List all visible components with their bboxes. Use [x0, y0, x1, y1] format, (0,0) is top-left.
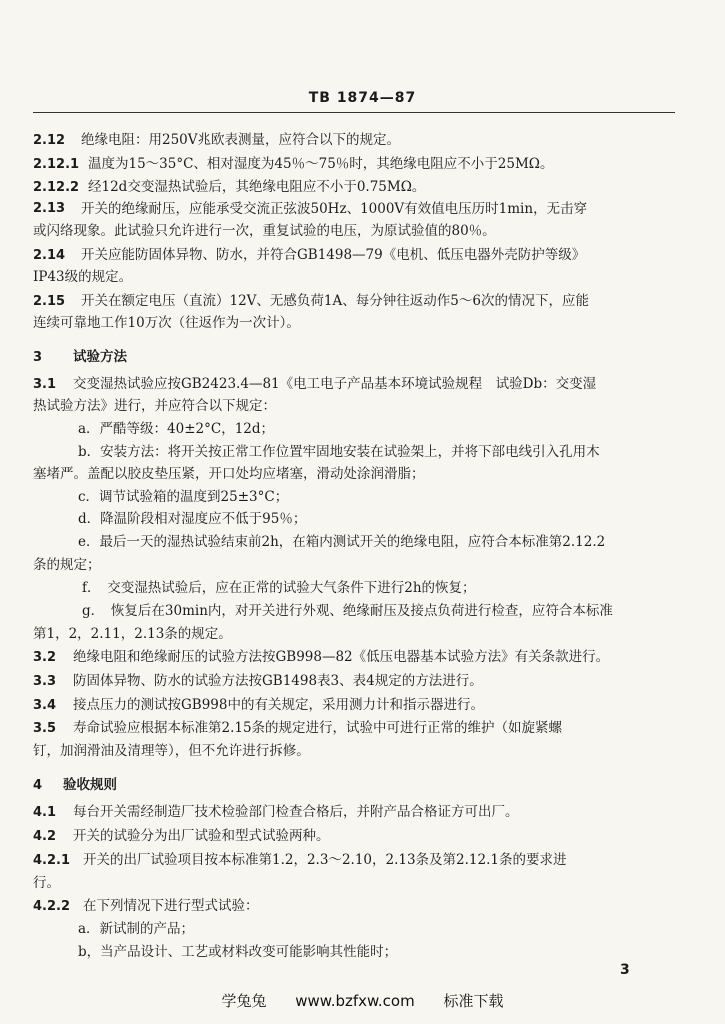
footer-site-name: 学兔兔 [221, 992, 267, 1010]
clause-3-1-cont: 热试验方法》进行，并应符合以下规定： [33, 398, 276, 414]
clause-number: 3.5 [33, 721, 57, 736]
clause-text: 防固体异物、防水的试验方法按GB1498表3、表4规定的方法进行。 [73, 673, 483, 689]
clause-text: 开关应能防固体异物、防水，并符合GB1498—79《电机、低压电器外壳防护等级》 [81, 247, 586, 263]
section-4-heading [33, 776, 117, 795]
clause-4-1 [33, 803, 519, 822]
clause-text: 在下列情况下进行型式试验： [83, 898, 259, 914]
clause-text: 开关的试验分为出厂试验和型式试验两种。 [73, 828, 330, 844]
clause-number: 3.3 [33, 674, 57, 689]
clause-number: 2.14 [33, 248, 66, 263]
clause-text: 绝缘电阻：用250V兆欧表测量，应符合以下的规定。 [81, 132, 401, 148]
clause-text: 接点压力的测试按GB998中的有关规定，采用测力计和指示器进行。 [73, 697, 484, 713]
item-4-2-2-a: a．新试制的产品； [78, 921, 195, 937]
clause-number: 2.12.1 [33, 157, 80, 172]
clause-2-12 [33, 131, 400, 150]
clause-4-2-1-cont: 行。 [33, 875, 60, 891]
clause-text: 开关的出厂试验项目按本标准第1.2，2.3～2.10，2.13条及第2.12.1条的要求进 [83, 852, 567, 868]
clause-3-3 [33, 672, 483, 691]
clause-text: 温度为15～35°C、相对湿度为45％～75％时，其绝缘电阻应不小于25MΩ。 [88, 156, 554, 172]
clause-2-13-cont: 或闪络现象。此试验只允许进行一次，重复试验的电压，为原试验值的80％。 [33, 223, 496, 239]
clause-text: 每台开关需经制造厂技术检验部门检查合格后，并附产品合格证方可出厂。 [73, 804, 519, 820]
footer-url[interactable]: www.bzfxw.com [295, 992, 415, 1010]
clause-text: 绝缘电阻和绝缘耐压的试验方法按GB998—82《低压电器基本试验方法》有关条款进行。 [73, 649, 610, 665]
clause-4-2-2 [33, 897, 259, 916]
clause-number: 4.2 [33, 829, 57, 844]
clause-number: 4.1 [33, 805, 57, 820]
clause-number: 2.13 [33, 201, 66, 216]
header-rule [33, 112, 675, 113]
page-header: TB 1874—87 [308, 90, 417, 106]
section-3-heading [33, 348, 127, 367]
clause-2-14 [33, 246, 585, 265]
clause-number: 2.15 [33, 294, 66, 309]
page-number: 3 [620, 962, 630, 978]
clause-text: 交变湿热试验应按GB2423.4—81《电工电子产品基本环境试验规程 试验Db：交变湿 [73, 376, 597, 392]
clause-4-2 [33, 827, 330, 846]
clause-2-13 [33, 200, 671, 218]
item-3-1-b: b．安装方法：将开关按正常工作位置牢固地安装在试验架上，并将下部电线引入孔用木 [78, 444, 600, 460]
clause-2-14-cont: IP43级的规定。 [33, 269, 133, 285]
clause-2-12-2 [33, 178, 425, 197]
clause-text: 经12d交变湿热试验后，其绝缘电阻应不小于0.75MΩ。 [88, 179, 426, 195]
clause-number: 2.12 [33, 133, 66, 148]
clause-number: 4.2.2 [33, 899, 71, 914]
clause-4-2-1 [33, 851, 567, 870]
clause-3-4 [33, 696, 484, 715]
item-3-1-g-cont: 第1，2，2.11，2.13条的规定。 [33, 626, 232, 642]
clause-text: 开关在额定电压（直流）12V、无感负荷1A、每分钟往返动作5～6次的情况下，应能 [81, 293, 589, 309]
clause-number: 3.4 [33, 698, 57, 713]
footer-slogan: 标准下载 [443, 992, 504, 1010]
item-3-1-c: c．调节试验箱的温度到25±3°C； [78, 489, 289, 505]
clause-2-12-1 [33, 155, 554, 174]
clause-number: 4.2.1 [33, 853, 71, 868]
footer-watermark [0, 990, 725, 1011]
clause-3-2 [33, 648, 609, 667]
item-3-1-e-cont: 条的规定； [33, 557, 101, 573]
item-3-1-e: e．最后一天的湿热试验结束前2h，在箱内测试开关的绝缘电阻，应符合本标准第2.12.2 [78, 534, 606, 550]
clause-number: 2.12.2 [33, 180, 80, 195]
clause-2-15 [33, 292, 589, 311]
clause-3-5-cont: 钉，加润滑油及清理等），但不允许进行拆修。 [33, 743, 310, 759]
clause-text: 开关的绝缘耐压，应能承受交流正弦波50Hz、1000V有效值电压历时1min，无击穿 [81, 201, 588, 217]
item-3-1-d: d．降温阶段相对湿度应不低于95％； [78, 511, 307, 527]
item-3-1-a: a．严酷等级：40±2°C，12d； [78, 421, 275, 437]
item-3-1-b-cont: 塞堵严。盖配以胶皮垫压紧，开口处均应堵塞，滑动处涂润滑脂； [33, 466, 425, 482]
item-3-1-g: g． 恢复后在30min内，对开关进行外观、绝缘耐压及接点负荷进行检查，应符合本标准 [82, 603, 613, 619]
section-title: 试验方法 [73, 349, 127, 365]
section-number: 3 [33, 350, 43, 365]
clause-3-5 [33, 719, 562, 738]
item-4-2-2-b: b，当产品设计、工艺或材料改变可能影响其性能时； [78, 944, 398, 960]
item-3-1-f: f． 交变湿热试验后，应在正常的试验大气条件下进行2h的恢复； [82, 580, 476, 596]
clause-2-15-cont: 连续可靠地工作10万次（往返作为一次计）。 [33, 315, 300, 331]
clause-number: 3.2 [33, 650, 57, 665]
clause-number: 3.1 [33, 377, 57, 392]
clause-text: 寿命试验应根据本标准第2.15条的规定进行，试验中可进行正常的维护（如旋紧螺 [73, 720, 563, 736]
section-number: 4 [33, 778, 43, 793]
clause-3-1 [33, 375, 596, 394]
section-title: 验收规则 [63, 777, 117, 793]
